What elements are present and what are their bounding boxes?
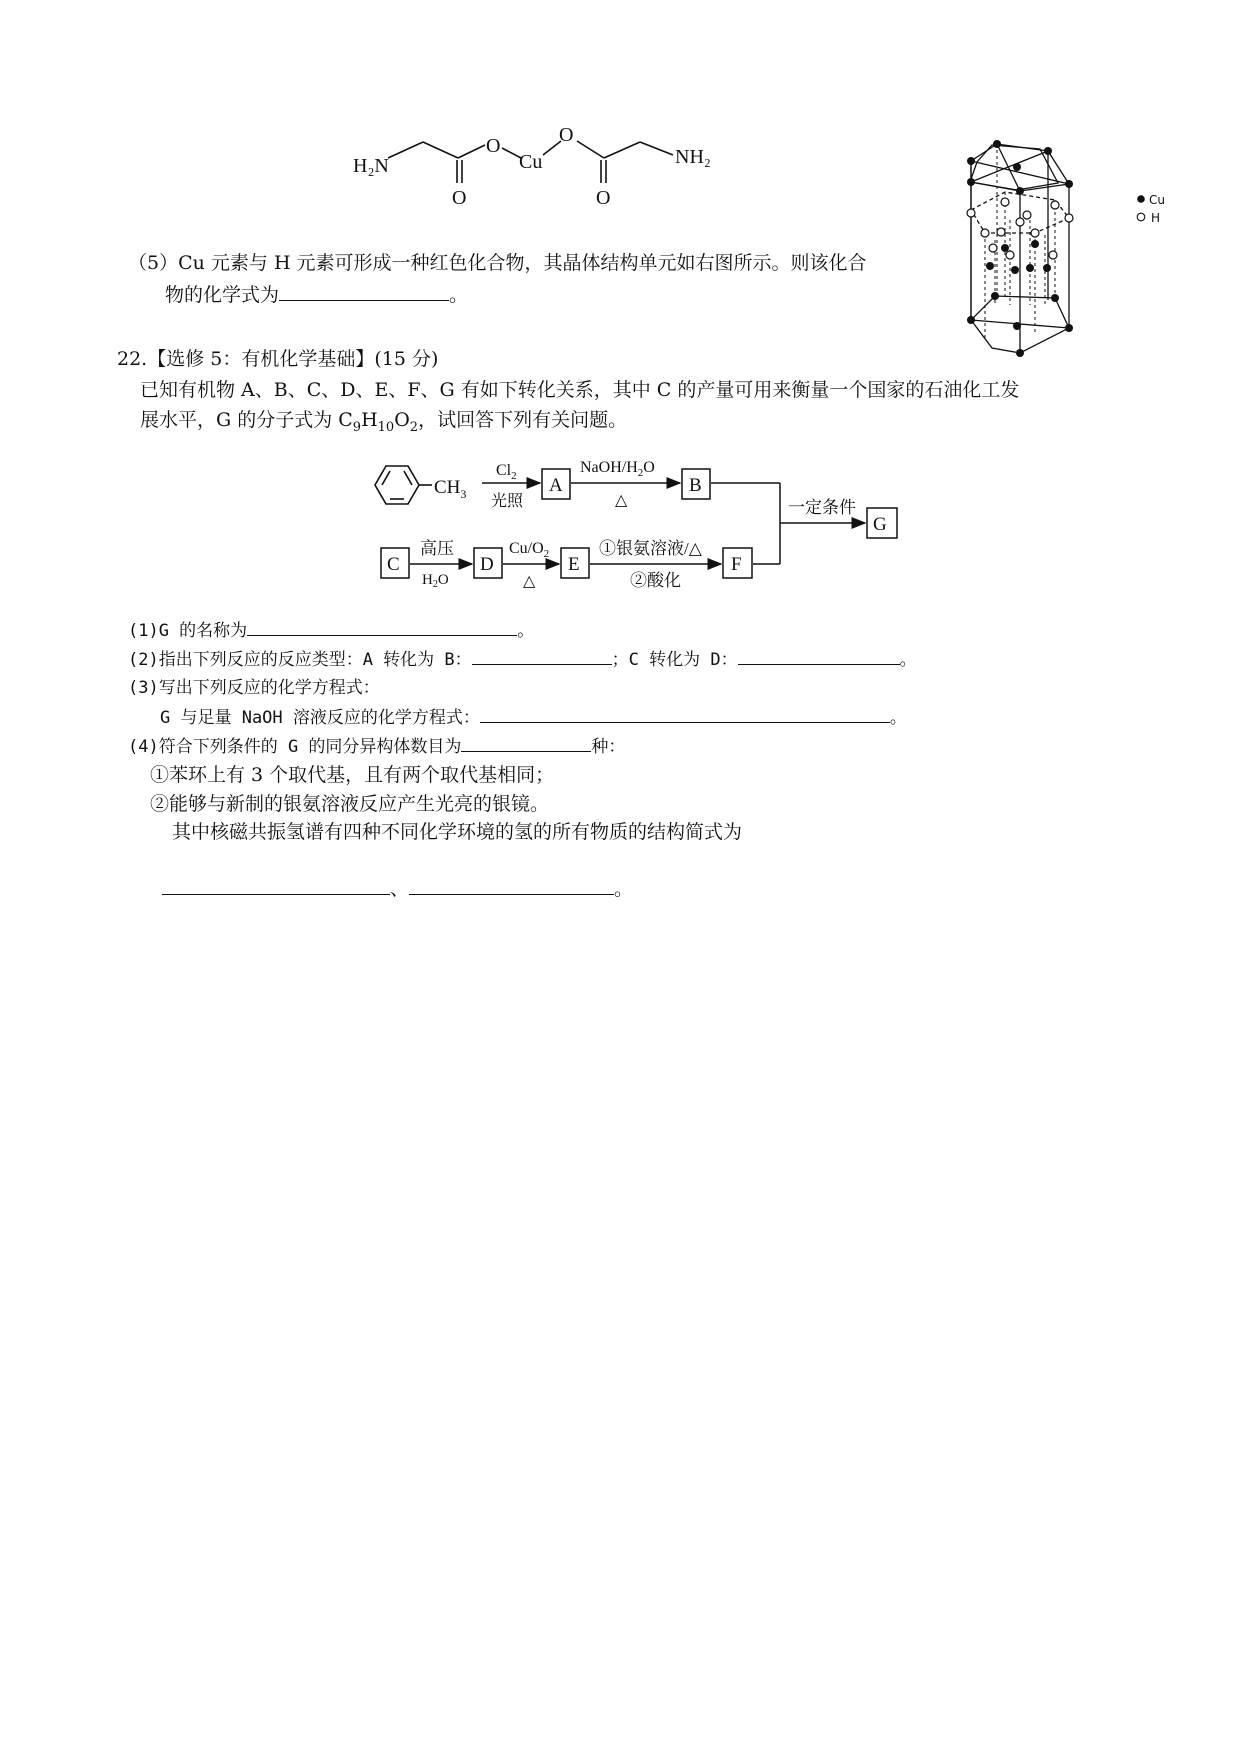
q5-line1: （5）Cu 元素与 H 元素可形成一种红色化合物，其晶体结构单元如右图所示。则该化合 [128, 252, 867, 274]
q22-intro-line1: 已知有机物 A、B、C、D、E、F、G 有如下转化关系，其中 C 的产量可用来衡量一个国家的石油化工发 [140, 379, 1020, 401]
delta2-label: △ [523, 573, 536, 590]
q5-line2-suffix: 。 [449, 284, 469, 306]
q3-line2-prefix: G 与足量 NaOH 溶液反应的化学方程式： [160, 708, 480, 728]
q4-condition-3: 其中核磁共振氢谱有四种不同化学环境的氢的所有物质的结构简式为 [172, 821, 743, 843]
box-f-label: F [731, 554, 742, 575]
intro2-mid2: O [394, 409, 410, 431]
step1-label: ①银氨溶液/△ [599, 539, 702, 558]
cl2-label: $Cl_2$ [496, 462, 517, 482]
q2-answer-blank-1[interactable] [472, 646, 612, 665]
q2-answer-blank-2[interactable] [738, 646, 900, 665]
intro2-sub2: 10 [377, 419, 395, 435]
q1-prefix: (1)G 的名称为 [128, 621, 248, 641]
q4-condition-2: ②能够与新制的银氨溶液反应产生光亮的银镜。 [150, 793, 550, 815]
q4-condition-1: ①苯环上有 3 个取代基，且有两个取代基相同； [150, 764, 555, 786]
q4-prefix: (4)符合下列条件的 G 的同分异构体数目为 [128, 737, 462, 757]
h-legend-label: H [1151, 211, 1161, 225]
q5-answer-blank[interactable] [279, 282, 449, 301]
h2o-label: $H_2O$ [422, 572, 449, 590]
benzene-ring [375, 466, 432, 504]
q2-mid: ；C 转化为 D： [611, 650, 738, 670]
box-c-label: C [387, 554, 400, 575]
h2n-label: H₂N [353, 155, 389, 177]
cu-legend-label: Cu [1149, 193, 1165, 207]
q1-answer-blank[interactable] [247, 617, 517, 636]
q1-line [128, 617, 534, 644]
h-legend-dot [1137, 213, 1145, 221]
q2-suffix: 。 [899, 650, 917, 670]
o-dbl-left-label: O [452, 187, 467, 209]
nh2-label: NH₂ [675, 146, 711, 168]
q4-answer-line [162, 876, 633, 902]
q1-suffix: 。 [517, 621, 535, 641]
q4-separator: 、 [390, 878, 410, 900]
q2-line [128, 646, 917, 673]
q4-end: 。 [614, 878, 634, 900]
q4-answer-blank[interactable] [461, 733, 591, 752]
box-e-label: E [568, 554, 580, 575]
intro2-prefix: 展水平，G 的分子式为 C [140, 409, 353, 431]
q22-intro-line2 [140, 407, 627, 441]
q3-answer-blank[interactable] [480, 704, 890, 723]
light-label: 光照 [491, 493, 524, 510]
q5-line2-prefix: 物的化学式为 [165, 284, 280, 306]
high-pressure-label: 高压 [420, 539, 454, 558]
box-d-label: D [480, 554, 494, 575]
q3-line1: (3)写出下列反应的化学方程式： [128, 678, 380, 698]
reaction-scheme [370, 455, 910, 595]
cu-legend-dot [1137, 195, 1145, 203]
cu-o2-label: $Cu/O_2$ [509, 540, 550, 560]
intro2-mid1: H [361, 409, 378, 431]
q22-header: 22.【选修 5：有机化学基础】(15 分) [117, 348, 439, 370]
delta1-label: △ [615, 492, 628, 509]
naoh-h2o-label: NaOH/$H_2O$ [580, 459, 655, 479]
o-dbl-right-label: O [596, 187, 611, 209]
cu-label: Cu [519, 151, 543, 173]
o-left-label: O [486, 135, 501, 157]
q2-prefix: (2)指出下列反应的反应类型：A 转化为 B： [128, 650, 472, 670]
q4-suffix: 种： [591, 737, 626, 757]
intro2-sub3: 2 [409, 419, 419, 435]
q3-line2 [160, 704, 907, 731]
q3-line2-suffix: 。 [889, 708, 907, 728]
copper-glycinate-structure [345, 125, 745, 225]
box-b-label: B [689, 475, 702, 496]
o-right-label: O [559, 125, 574, 146]
ch3-label: $CH_3$ [434, 477, 467, 501]
q4-structure-blank-1[interactable] [162, 876, 390, 895]
q5-line2 [165, 282, 468, 308]
intro2-suffix: ，试回答下列有关问题。 [418, 409, 628, 431]
step2-label: ②酸化 [630, 571, 681, 590]
q4-line [128, 733, 625, 760]
intro2-sub1: 9 [352, 419, 362, 435]
box-g-label: G [873, 514, 887, 535]
box-a-label: A [549, 475, 563, 496]
crystal-structure-diagram [965, 140, 1185, 380]
condition-g-label: 一定条件 [788, 498, 856, 517]
q4-structure-blank-2[interactable] [409, 876, 614, 895]
